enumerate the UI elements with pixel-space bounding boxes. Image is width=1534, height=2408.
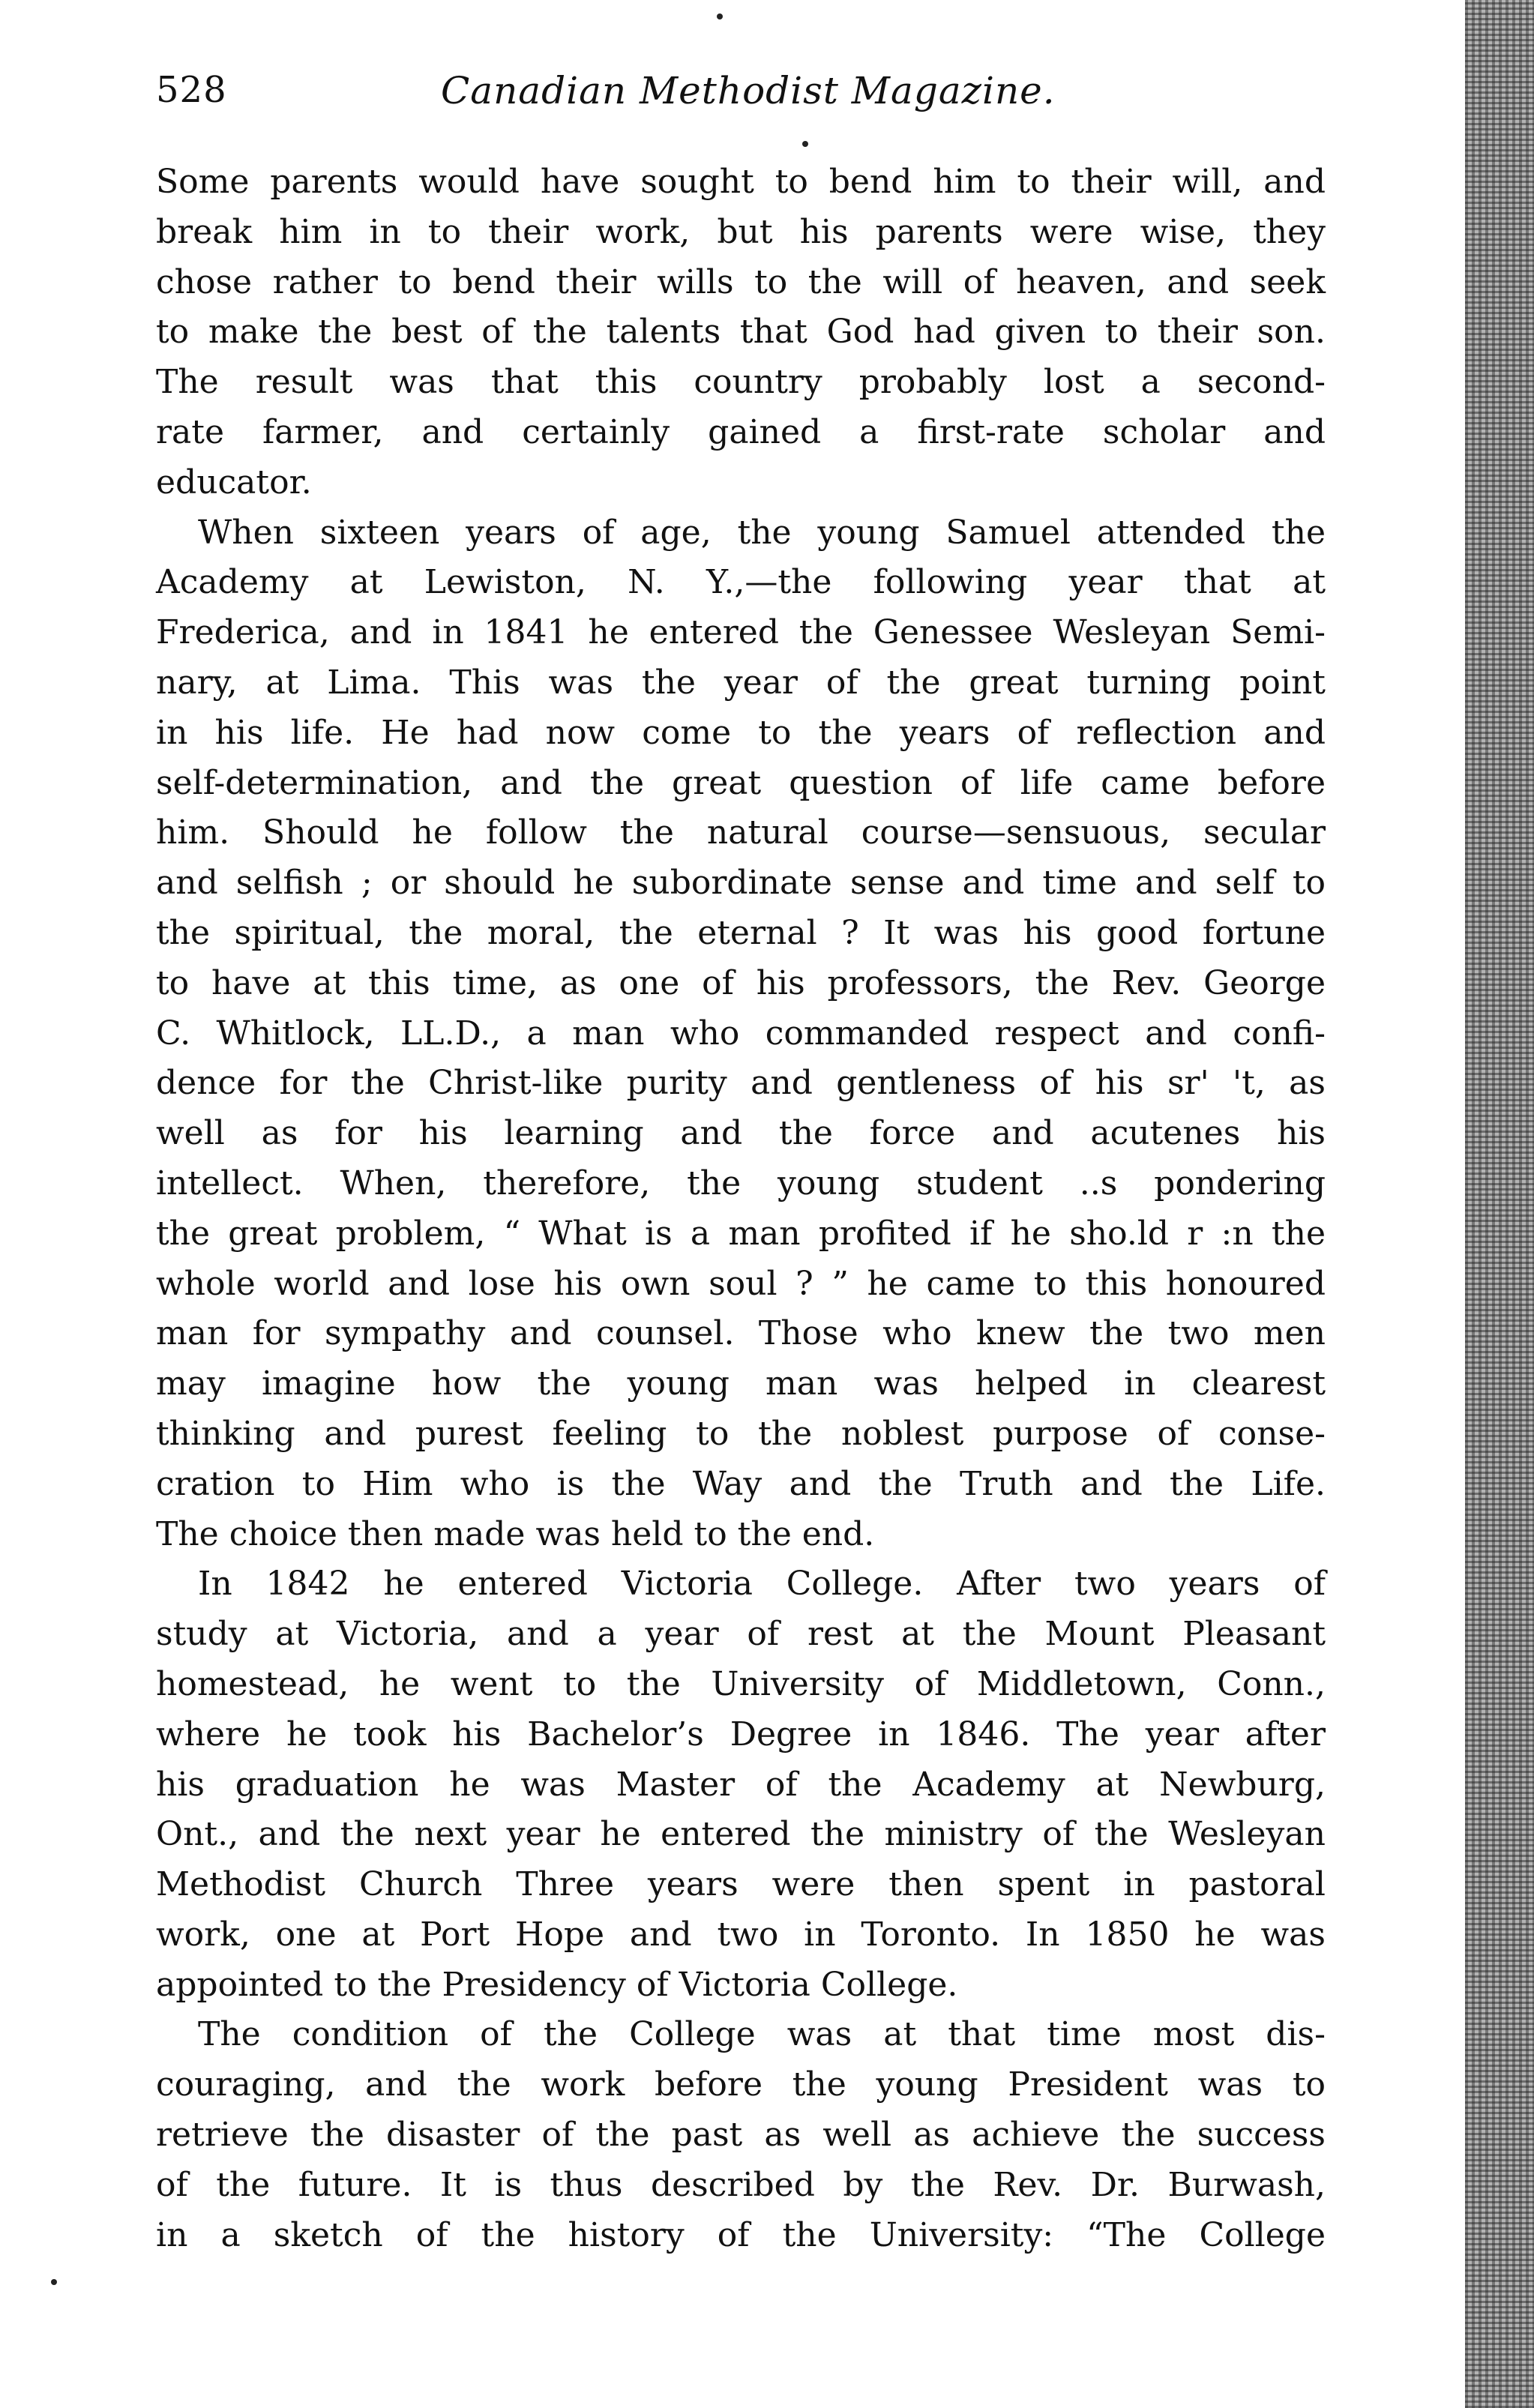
text-line: nary, at Lima. This was the year of the great turning point [156,663,1326,702]
text-line: in a sketch of the history of the University: “The College [156,2215,1326,2254]
text-line: intellect. When, therefore, the young student ..s pondering [156,1164,1326,1203]
text-line: study at Victoria, and a year of rest at the Mount Pleasant [156,1615,1326,1654]
text-line: him. Should he follow the natural course—sensuous, secular [156,813,1326,852]
text-line: Frederica, and in 1841 he entered the Genessee Wesleyan Semi- [156,613,1326,652]
text-line: educator. [156,463,312,502]
text-line: Some parents would have sought to bend him to their will, and [156,163,1326,201]
text-line: may imagine how the young man was helped in clearest [156,1364,1326,1403]
text-line: his graduation he was Master of the Academy at Newburg, [156,1765,1326,1804]
text-line: C. Whitlock, LL.D., a man who commanded respect and confi- [156,1014,1326,1053]
text-line: appointed to the Presidency of Victoria College. [156,1965,958,2004]
text-line: The condition of the College was at that time most dis- [198,2015,1326,2054]
text-line: The choice then made was held to the end. [156,1514,875,1553]
text-line: homestead, he went to the University of Middletown, Conn., [156,1664,1326,1703]
text-line: the spiritual, the moral, the eternal ? It was his good fortune [156,913,1326,952]
text-line: In 1842 he entered Victoria College. After two years of [198,1565,1326,1604]
ink-speck [51,2279,57,2285]
paragraph-1 [156,157,1326,508]
text-line: break him in to their work, but his parents were wise, they [156,212,1326,251]
text-line: self-determination, and the great question of life came before [156,763,1326,802]
body-text [156,157,1326,2260]
text-line: The result was that this country probably lost a second- [156,363,1326,402]
text-line: rate farmer, and certainly gained a first-rate scholar and [156,412,1326,451]
text-line: where he took his Bachelor’s Degree in 1846. The year after [156,1715,1326,1754]
text-line: thinking and purest feeling to the noblest purpose of conse- [156,1414,1326,1453]
text-line: and selfish ; or should he subordinate sense and time and self to [156,864,1326,903]
scan-edge-border [1465,0,1534,2408]
text-line: to have at this time, as one of his professors, the Rev. George [156,963,1326,1002]
text-line: chose rather to bend their wills to the will of heaven, and seek [156,262,1326,301]
paragraph-2 [156,508,1326,1560]
paragraph-4 [156,2010,1326,2260]
text-line: couraging, and the work before the young President was to [156,2065,1326,2104]
text-line: dence for the Christ-like purity and gentleness of his sr' 't, as [156,1064,1326,1103]
text-line: well as for his learning and the force and acutenes his [156,1114,1326,1153]
running-title: Canadian Methodist Magazine. [441,69,1056,112]
text-line: whole world and lose his own soul ? ” he came to this honoured [156,1264,1326,1303]
text-line: Ont., and the next year he entered the ministry of the Wesleyan [156,1815,1326,1854]
text-line: cration to Him who is the Way and the Truth and the Life. [156,1464,1326,1503]
ink-speck [802,141,808,147]
text-line: When sixteen years of age, the young Samuel attended the [198,513,1326,552]
text-line: Methodist Church Three years were then spent in pastoral [156,1865,1326,1904]
text-line: to make the best of the talents that God had given to their son. [156,313,1326,352]
running-header [156,69,1326,121]
text-line: Academy at Lewiston, N. Y.,—the following year that at [156,563,1326,602]
text-line: work, one at Port Hope and two in Toronto. In 1850 he was [156,1915,1326,1954]
text-line: of the future. It is thus described by the Rev. Dr. Burwash, [156,2165,1326,2204]
text-line: retrieve the disaster of the past as well as achieve the success [156,2116,1326,2155]
text-line: in his life. He had now come to the years of reflection and [156,713,1326,752]
text-line: the great problem, “ What is a man profited if he sho.ld r :n the [156,1214,1326,1253]
page-number: 528 [156,69,227,111]
paragraph-3 [156,1559,1326,2010]
text-line: man for sympathy and counsel. Those who knew the two men [156,1314,1326,1353]
ink-speck [717,13,723,19]
